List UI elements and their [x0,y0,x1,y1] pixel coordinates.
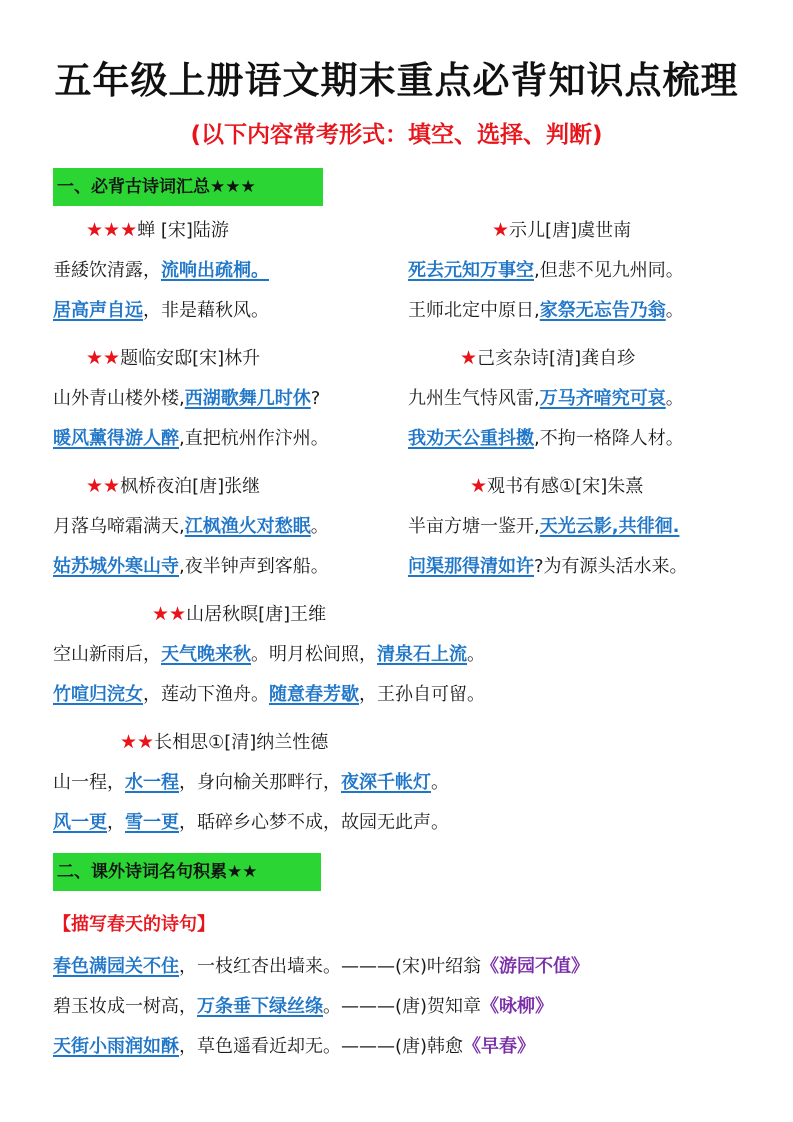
poem-title [120,728,328,754]
answer-text: 居高声自远 [53,300,143,321]
line-text: ，莲动下渔舟。 [143,684,269,705]
rating-stars: ★ [460,347,478,369]
line-text: 。 [467,644,485,665]
quote-line [53,992,553,1018]
rating-stars: ★★★ [86,219,138,241]
rating-stars: ★★ [86,347,121,369]
line-text: ，王孙自可留。 [359,684,485,705]
poem-line [53,552,329,578]
poem-title [86,472,260,498]
poem-line [53,808,449,834]
poem-title-text: 己亥杂诗[清]龚自珍 [477,348,636,369]
source-title: 《咏柳》 [481,996,554,1017]
rating-stars: ★★ [120,731,155,753]
line-text: 月落乌啼霜满天, [53,516,185,537]
line-text: 碧玉妆成一树高， [53,996,197,1017]
poem-line [53,384,320,410]
poem-line [408,384,684,410]
poem-line [53,640,485,666]
poem-line [408,424,684,450]
line-text: 空山新雨后， [53,644,161,665]
answer-text: 天气晚来秋 [161,644,251,665]
poem-title-text: 示儿[唐]虞世南 [509,220,632,241]
poem-title-text: 蝉 [宋]陆游 [137,220,229,241]
source-title: 《早春》 [463,1036,536,1057]
poem-line [53,512,329,538]
quote-line [53,1032,535,1058]
line-text: 。 [665,388,684,409]
answer-text: 风一更 [53,812,107,833]
line-text: ,夜半钟声到客船。 [179,556,329,577]
poem-line [53,256,269,282]
line-text: 。 [310,516,329,537]
line-text: ，草色遥看近却无。———(唐)韩愈 [179,1036,464,1057]
answer-text: 夜深千帐灯 [341,772,431,793]
answer-text: 随意春芳歇 [269,684,359,705]
answer-text: 江枫渔火对愁眠 [184,516,311,537]
answer-text: 西湖歌舞几时休 [184,388,311,409]
poem-line [408,552,688,578]
answer-text: 死去元知万事空 [408,260,534,281]
answer-text: 家祭无忘告乃翁 [539,300,666,321]
answer-text: 问渠那得清如许 [408,556,534,577]
poem-title-text: 观书有感①[宋]朱熹 [487,476,644,497]
rating-stars: ★★ [86,475,121,497]
line-text: 山外青山楼外楼, [53,388,185,409]
line-text: ?为有源头活水来。 [534,556,688,577]
poem-line [408,256,684,282]
line-text: ,直把杭州作汴州。 [179,428,329,449]
page-subtitle: (以下内容常考形式：填空、选择、判断) [190,122,603,148]
poem-title-text: 长相思①[清]纳兰性德 [154,732,329,753]
answer-text: 我劝天公重抖擞 [408,428,534,449]
section-heading-quotes: 二、课外诗词名句积累★★ [53,853,321,891]
poem-line [53,296,269,322]
poem-title [152,600,326,626]
rating-stars: ★ [470,475,488,497]
page-title: 五年级上册语文期末重点必背知识点梳理 [54,59,739,102]
answer-text: 万马齐喑究可哀 [539,388,666,409]
answer-text: 万条垂下绿丝绦 [197,996,323,1017]
line-text: 。 [665,300,684,321]
poem-line [53,680,485,706]
poem-title [86,216,229,242]
line-text: ,但悲不见九州同。 [534,260,684,281]
line-text: 。———(唐)贺知章 [323,996,482,1017]
answer-text: 雪一更 [125,812,179,833]
poem-title [492,216,631,242]
section-heading-poems: 一、必背古诗词汇总★★★ [53,168,323,206]
line-text: 九州生气恃风雷, [408,388,540,409]
quote-line [53,952,589,978]
poem-line [53,424,329,450]
rating-stars: ★★ [152,603,187,625]
poem-title-text: 题临安邸[宋]林升 [120,348,261,369]
answer-text: 天街小雨润如酥 [53,1036,179,1057]
answer-text: 竹喧归浣女 [53,684,143,705]
poem-line [53,768,449,794]
answer-text: 清泉石上流 [377,644,467,665]
poem-title [460,344,635,370]
rating-stars: ★ [492,219,510,241]
answer-text: 水一程 [125,772,179,793]
line-text: ,不拘一格降人材。 [534,428,684,449]
line-text: ，一枝红杏出墙来。———(宋)叶绍翁 [179,956,482,977]
answer-text: 暖风薰得游人醉 [53,428,179,449]
poem-title [470,472,643,498]
category-label: 【描写春天的诗句】 [53,914,215,935]
line-text: 半亩方塘一鉴开, [408,516,540,537]
poem-title-text: 枫桥夜泊[唐]张继 [120,476,261,497]
answer-text: 流响出疏桐。 [161,260,269,281]
line-text: 。明月松间照， [251,644,377,665]
answer-text: 天光云影,共徘徊. [539,516,680,537]
line-text: ，非是藉秋风。 [143,300,269,321]
answer-text: 姑苏城外寒山寺 [53,556,179,577]
poem-line [408,512,679,538]
poem-title-text: 山居秋暝[唐]王维 [186,604,327,625]
line-text: ，聒碎乡心梦不成，故园无此声。 [179,812,449,833]
line-text: ? [310,388,321,409]
line-text: 垂緌饮清露， [53,260,161,281]
answer-text: 春色满园关不住 [53,956,179,977]
line-text: 。 [431,772,449,793]
poem-line [408,296,684,322]
line-text: ，身向榆关那畔行， [179,772,341,793]
poem-title [86,344,260,370]
source-title: 《游园不值》 [481,956,590,977]
line-text: 王师北定中原日, [408,300,540,321]
line-text: 山一程， [53,772,125,793]
line-text: ， [107,812,125,833]
